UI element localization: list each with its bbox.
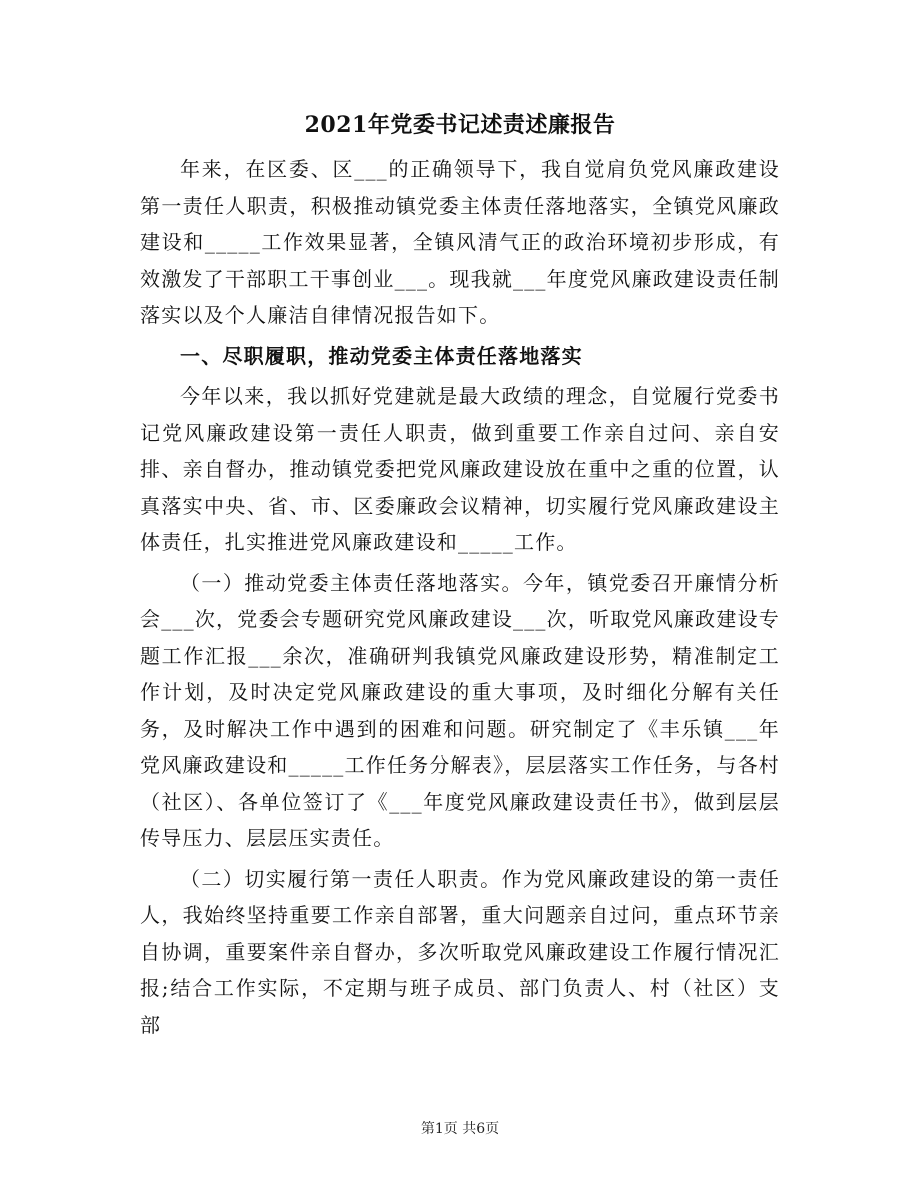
subsection-paragraph-2: （二）切实履行第一责任人职责。作为党风廉政建设的第一责任人，我始终坚持重要工作亲自部署，重大问题亲自过问，重点环节亲自协调，重要案件亲自督办，多次听取党风廉政建设工作履行情况汇报;结合工作实际，不定期与班子成员、部门负责人、村（社区）支部: [140, 866, 780, 1037]
page-title: 2021年党委书记述责述廉报告: [304, 112, 616, 138]
section-heading: 一、尽职履职，推动党委主体责任落地落实: [180, 343, 583, 368]
intro-paragraph: 年来，在区委、区___的正确领导下，我自觉肩负党风廉政建设第一责任人职责，积极推动镇党委主体责任落地落实，全镇党风廉政建设和_____工作效果显著，全镇风清气正的政治环境初步形成，有效激发了干部职工干事创业___。现我就___年度党风廉政建设责任制落实以及个人廉洁自律情况报告如下。: [140, 157, 780, 327]
subsection-paragraph-1: （一）推动党委主体责任落地落实。今年，镇党委召开廉情分析会___次，党委会专题研究党风廉政建设___次，听取党风廉政建设专题工作汇报___余次，准确研判我镇党风廉政建设形势，精准制定工作计划，及时决定党风廉政建设的重大事项，及时细化分解有关任务，及时解决工作中遇到的困难和问题。研究制定了《丰乐镇___年党风廉政建设和_____工作任务分解表》，层层落实工作任务，与各村（社区）、各单位签订了《___年度党风廉政建设责任书》，做到层层传导压力、层层压实责任。: [140, 570, 780, 850]
page-number: 第1页 共6页: [420, 1121, 500, 1137]
document-body: [140, 151, 780, 1043]
section-paragraph: 今年以来，我以抓好党建就是最大政绩的理念，自觉履行党委书记党风廉政建设第一责任人职责，做到重要工作亲自过问、亲自安排、亲自督办，推动镇党委把党风廉政建设放在重中之重的位置，认真落实中央、省、市、区委廉政会议精神，切实履行党风廉政建设主体责任，扎实推进党风廉政建设和_____工作。: [140, 384, 780, 554]
